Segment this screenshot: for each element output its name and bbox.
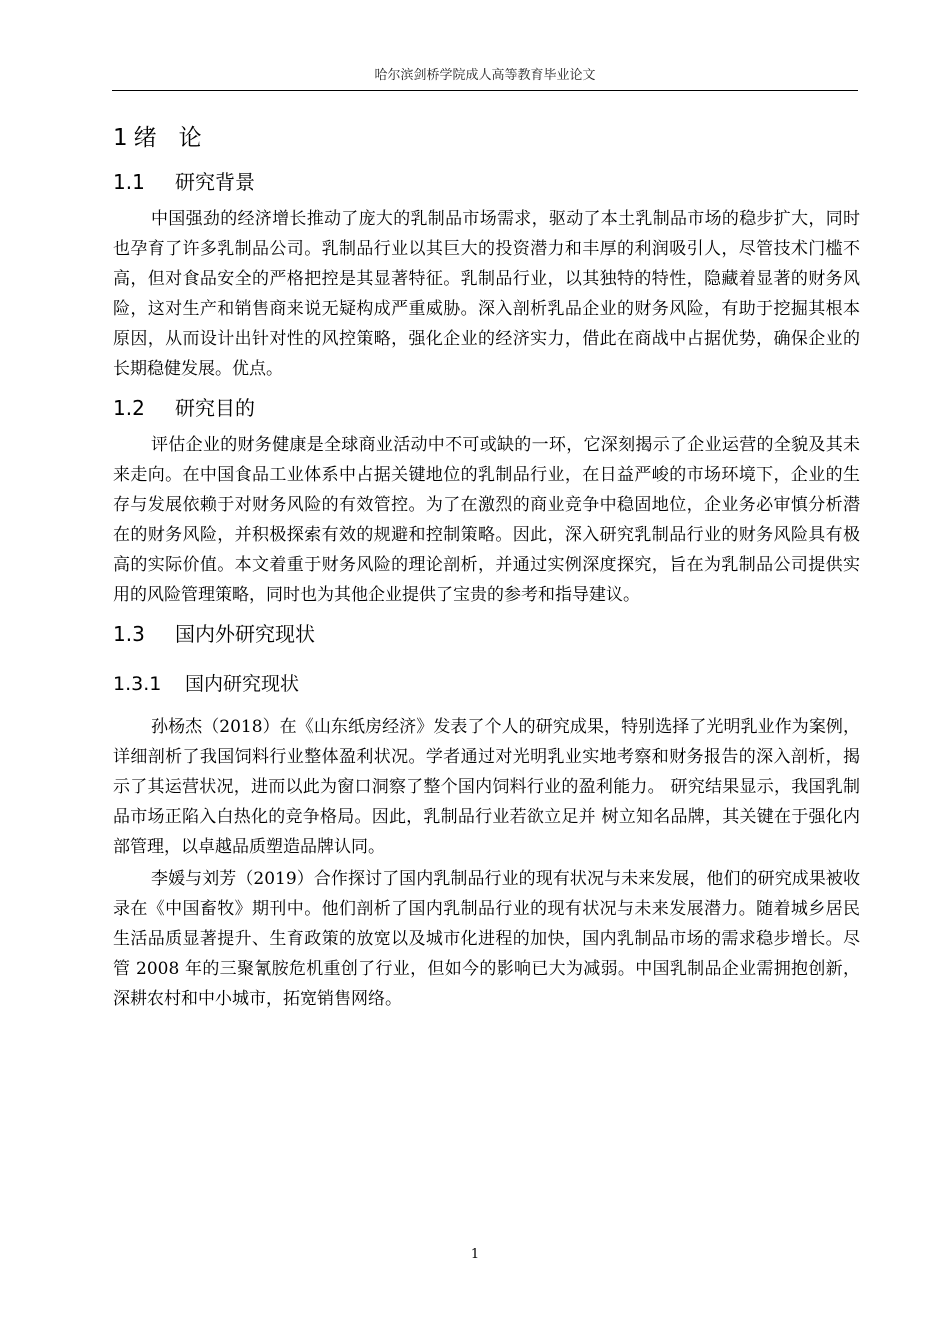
document-body bbox=[113, 118, 860, 1014]
section-heading-1-1 bbox=[113, 162, 860, 202]
section-heading-1-2 bbox=[113, 388, 860, 428]
chapter-number: 1 bbox=[113, 125, 128, 151]
chapter-heading bbox=[113, 118, 860, 158]
section-number: 1.1 bbox=[113, 170, 145, 194]
section-title: 研究目的 bbox=[175, 396, 255, 420]
page-footer bbox=[0, 1246, 950, 1264]
subsection-number: 1.3.1 bbox=[113, 673, 162, 695]
section-title: 研究背景 bbox=[175, 170, 255, 194]
section-number: 1.2 bbox=[113, 396, 145, 420]
page-header bbox=[112, 66, 858, 91]
chapter-title-part2: 论 bbox=[178, 125, 202, 151]
subsection-heading-1-3-1 bbox=[113, 664, 860, 704]
paragraph-domestic-research-2: 李媛与刘芳（2019）合作探讨了国内乳制品行业的现有状况与未来发展，他们的研究成果被收录在《中国畜牧》期刊中。他们剖析了国内乳制品行业的现有状况与未来发展潜力。随着城乡居民生活品质显著提升、生育政策的放宽以及城市化进程的加快，国内乳制品市场的需求稳步增长。尽管 2008 年的三聚氰胺危机重创了行业，但如今的影响已大为减弱。中国乳制品企业需拥抱创新，深耕农村和中小城市，拓宽销售网络。 bbox=[113, 869, 860, 1009]
section-heading-1-3 bbox=[113, 614, 860, 654]
section-number: 1.3 bbox=[113, 622, 145, 646]
paragraph-research-purpose: 评估企业的财务健康是全球商业活动中不可或缺的一环，它深刻揭示了企业运营的全貌及其未来走向。在中国食品工业体系中占据关键地位的乳制品行业，在日益严峻的市场环境下，企业的生存与发展依赖于对财务风险的有效管控。为了在激烈的商业竞争中稳固地位，企业务必审慎分析潜在的财务风险，并积极探索有效的规避和控制策略。因此，深入研究乳制品行业的财务风险具有极高的实际价值。本文着重于财务风险的理论剖析，并通过实例深度探究，旨在为乳制品公司提供实用的风险管理策略，同时也为其他企业提供了宝贵的参考和指导建议。 bbox=[113, 435, 860, 605]
subsection-title: 国内研究现状 bbox=[185, 673, 300, 695]
chapter-title-part1: 绪 bbox=[133, 125, 157, 151]
paragraph-research-background: 中国强劲的经济增长推动了庞大的乳制品市场需求，驱动了本土乳制品市场的稳步扩大，同时也孕育了许多乳制品公司。乳制品行业以其巨大的投资潜力和丰厚的利润吸引人，尽管技术门槛不高，但对食品安全的严格把控是其显著特征。乳制品行业，以其独特的特性，隐藏着显著的财务风险，这对生产和销售商来说无疑构成严重威胁。深入剖析乳品企业的财务风险，有助于挖掘其根本原因，从而设计出针对性的风控策略，强化企业的经济实力，借此在商战中占据优势，确保企业的长期稳健发展。优点。 bbox=[113, 209, 860, 379]
section-title: 国内外研究现状 bbox=[175, 622, 315, 646]
page-number: 1 bbox=[470, 1247, 480, 1262]
header-title: 哈尔滨剑桥学院成人高等教育毕业论文 bbox=[374, 68, 596, 83]
paragraph-domestic-research-1: 孙杨杰（2018）在《山东纸房经济》发表了个人的研究成果，特别选择了光明乳业作为案例，详细剖析了我国饲料行业整体盈利状况。学者通过对光明乳业实地考察和财务报告的深入剖析，揭示了其运营状况，进而以此为窗口洞察了整个国内饲料行业的盈利能力。 研究结果显示，我国乳制品市场正陷入白热化的竞争格局。因此，乳制品行业若欲立足并 树立知名品牌，其关键在于强化内部管理，以卓越品质塑造品牌认同。 bbox=[113, 717, 860, 857]
